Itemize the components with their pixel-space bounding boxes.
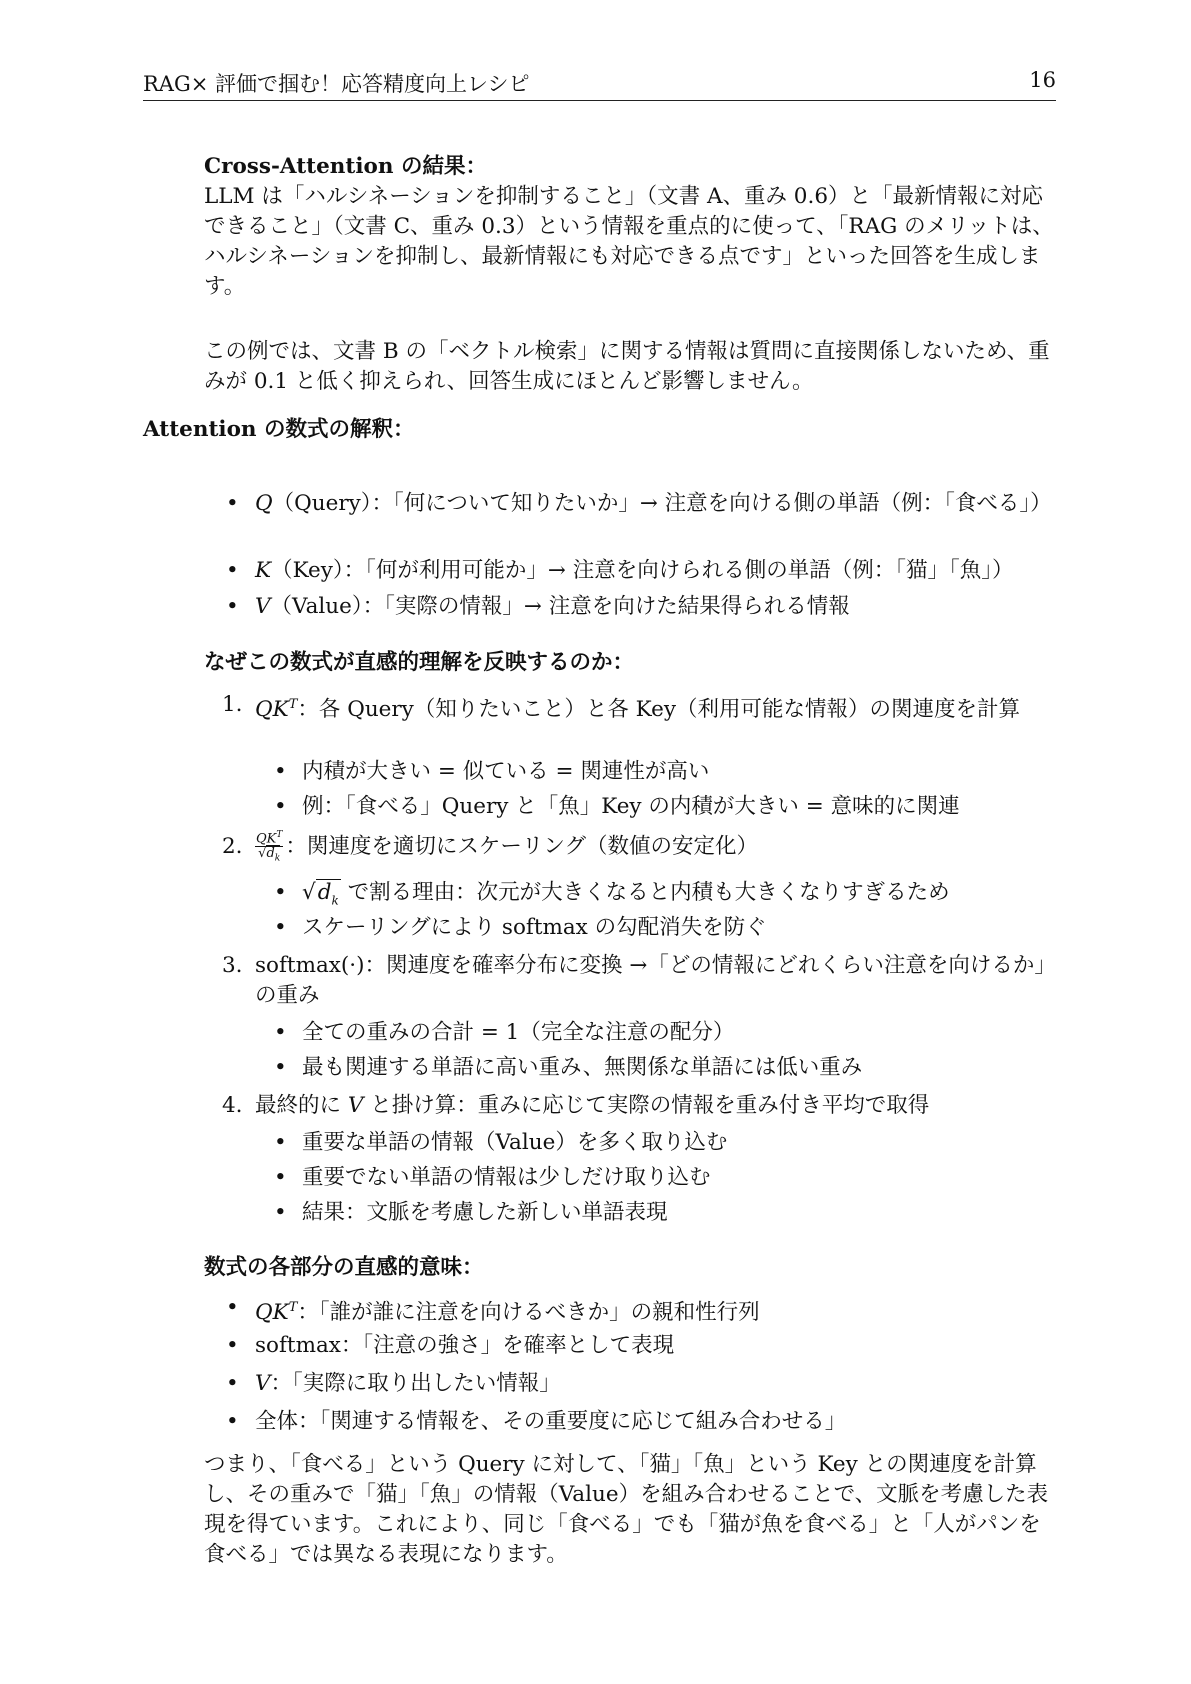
step-3: softmax(·)：関連度を確率分布に変換 →「どの情報にどれくらい注意を向けるか」の重み — [255, 953, 1056, 1008]
sqrt-symbol: $√d_k$ — [302, 880, 339, 908]
item-text: ：「実際に取り出したい情報」 — [270, 1371, 561, 1396]
sub-item-text: で割る理由：次元が大きくなると内積も大きくなりすぎるため — [347, 880, 950, 905]
sub-item — [302, 878, 1057, 915]
interpretation-heading: Attention の数式の解釈： — [143, 417, 415, 442]
math-symbol: K — [255, 558, 272, 583]
sub-item: 全ての重みの合計 = 1（完全な注意の配分） — [302, 1020, 735, 1045]
step-number: 3. — [222, 953, 243, 978]
item-text: （Value）：「実際の情報」→ 注意を向けた結果得られる情報 — [270, 594, 850, 619]
sub-item: 結果：文脈を考慮した新しい単語表現 — [302, 1200, 668, 1225]
bullet: • — [274, 759, 287, 784]
sqrt-radicand: d — [317, 880, 332, 905]
cross-attention-heading: Cross-Attention の結果： — [204, 154, 487, 179]
meaning-heading: 数式の各部分の直感的意味： — [204, 1255, 484, 1280]
item-text: （Query）：「何について知りたいか」→ 注意を向ける側の単語（例：「食べる」） — [272, 491, 1052, 516]
item-text: （Key）：「何が利用可能か」→ 注意を向けられる側の単語（例：「猫」「魚」） — [271, 558, 1014, 583]
math-symbol: Q — [255, 491, 273, 516]
step-text-b: と掛け算：重みに応じて実際の情報を重み付き平均で取得 — [370, 1093, 930, 1118]
list-item — [255, 592, 1057, 622]
fraction-subscript: k — [274, 853, 281, 864]
sub-item: 重要な単語の情報（Value）を多く取り込む — [302, 1130, 728, 1155]
math-symbol: V — [255, 1371, 271, 1396]
sub-item: 最も関連する単語に高い重み、無関係な単語には低い重み — [302, 1055, 863, 1080]
math-superscript: T — [288, 1300, 298, 1315]
bullet: • — [274, 794, 287, 819]
item-text: ：「誰が誰に注意を向けるべきか」の親和性行列 — [297, 1300, 760, 1326]
fraction: $\frac{QK^T}{√d_k}$ — [256, 830, 283, 864]
list-item — [255, 1293, 1057, 1328]
page-header — [143, 66, 1056, 101]
sub-item: 例：「食べる」Query と「魚」Key の内積が大きい = 意味的に関連 — [302, 794, 960, 819]
bullet: • — [226, 1371, 239, 1396]
bullet: • — [226, 558, 239, 583]
list-item — [255, 1369, 1057, 1399]
bullet: • — [274, 915, 287, 940]
bullet: • — [226, 1333, 239, 1358]
bullet: • — [274, 1165, 287, 1190]
step-number: 2. — [222, 834, 243, 859]
math-symbol: V — [347, 1093, 364, 1118]
bullet: • — [226, 1295, 239, 1320]
step-4 — [255, 1091, 1057, 1121]
bullet: • — [274, 1130, 287, 1155]
step-number: 1. — [222, 692, 243, 717]
step-1 — [255, 690, 1057, 725]
step-text: ：各 Query（知りたいこと）と各 Key（利用可能な情報）の関連度を計算 — [297, 697, 1021, 723]
sub-item: 内積が大きい = 似ている = 関連性が高い — [302, 759, 710, 784]
list-item: 全体：「関連する情報を、その重要度に応じて組み合わせる」 — [255, 1409, 847, 1434]
list-item: softmax：「注意の強さ」を確率として表現 — [255, 1333, 675, 1358]
bullet: • — [226, 1409, 239, 1434]
step-2 — [255, 828, 1057, 866]
bullet: • — [226, 594, 239, 619]
cross-attention-body: LLM は「ハルシネーションを抑制すること」（文書 A、重み 0.6）と「最新情報に対応できること」（文書 C、重み 0.3）という情報を重点的に使って、「RAG のメリットは、ハルシネーションを抑制し、最新情報にも対応できる点です」といった回答を生成します。 — [204, 184, 1054, 299]
math-symbol: V — [255, 594, 271, 619]
sub-item: 重要でない単語の情報は少しだけ取り込む — [302, 1165, 711, 1190]
conclusion-paragraph: つまり、「食べる」という Query に対して、「猫」「魚」という Key との関連度を計算し、その重みで「猫」「魚」の情報（Value）を組み合わせることで、文脈を考慮した表現を得ています。これにより、同じ「食べる」でも「猫が魚を食べる」と「人がパンを食べる」では異なる表現になります。 — [204, 1452, 1049, 1567]
cross-attention-section — [204, 152, 1056, 302]
bullet: • — [274, 880, 287, 905]
step-number: 4. — [222, 1093, 243, 1118]
example-paragraph: この例では、文書 B の「ベクトル検索」に関する情報は質問に直接関係しないため、重みが 0.1 と低く抑えられ、回答生成にほとんど影響しません。 — [204, 339, 1050, 394]
bullet: • — [274, 1055, 287, 1080]
list-item — [255, 489, 1057, 519]
page-number: 16 — [1029, 68, 1056, 92]
math-symbol: QK — [255, 697, 289, 723]
bullet: • — [274, 1200, 287, 1225]
running-title: RAG× 評価で掴む！応答精度向上レシピ — [143, 72, 530, 96]
sqrt-subscript: k — [331, 893, 339, 908]
sub-item: スケーリングにより softmax の勾配消失を防ぐ — [302, 915, 767, 940]
bullet: • — [226, 491, 239, 516]
math-symbol: QK — [255, 1300, 289, 1326]
step-text-a: 最終的に — [255, 1093, 342, 1118]
fraction-superscript: T — [276, 830, 283, 840]
math-superscript: T — [288, 697, 298, 712]
fraction-denominator: d — [266, 846, 275, 862]
why-heading: なぜこの数式が直感的理解を反映するのか： — [204, 650, 635, 675]
bullet: • — [274, 1020, 287, 1045]
fraction-numerator: QK — [256, 831, 277, 847]
list-item — [255, 556, 1057, 586]
step-text: ：関連度を適切にスケーリング（数値の安定化） — [285, 833, 758, 859]
